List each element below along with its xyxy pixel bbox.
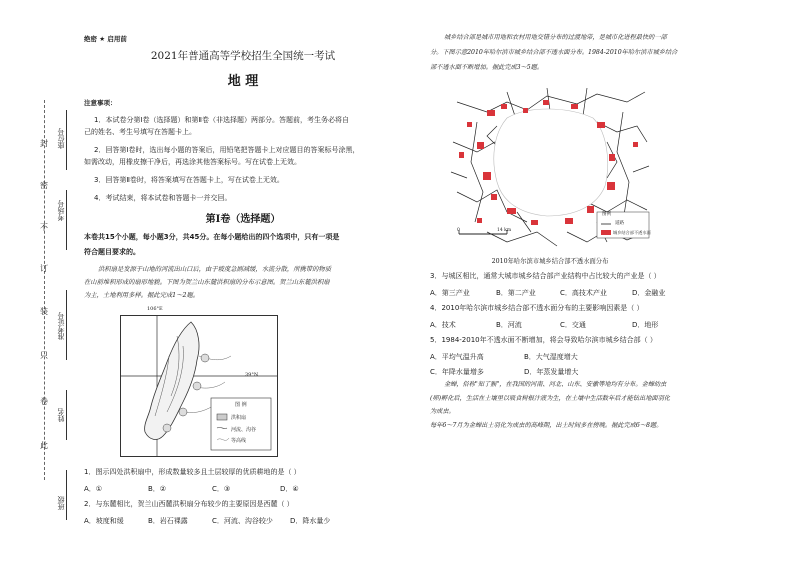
- option-b: B．岩石裸露: [148, 517, 188, 525]
- option-c: C．年降水量增多: [430, 368, 484, 376]
- binding-line: [44, 100, 45, 480]
- harbin-map: [447, 82, 652, 254]
- option-d: D．降水量少: [290, 517, 331, 525]
- secret-label: 绝密 ★ 启用前: [84, 35, 127, 43]
- question-stem: 2．与东麓相比，贺兰山西麓洪积扇分布较少的主要原因是西麓（ ）: [84, 500, 294, 508]
- option-a: A．技术: [430, 321, 456, 329]
- note-line: 如需改动，用橡皮擦干净后，再选涂其他答案标号。写在试卷上无效。: [84, 158, 301, 166]
- exam-room-field: 考场号: [57, 200, 65, 221]
- latitude-label: 39°N: [245, 372, 259, 378]
- passage-line: (卵)孵化后，生活在土壤里以吸食树根汁液为生，在土壤中生活数年后才能钻出地面羽化: [430, 394, 670, 402]
- section-intro: 符合题目要求的。: [84, 248, 140, 256]
- map-legend-title: 图 例: [235, 402, 247, 408]
- passage-line: 为成虫。: [430, 408, 455, 415]
- alluvial-fan-map-drawing: [121, 316, 277, 456]
- passage-line: 部不透水面不断增加。据此完成3～5题。: [430, 64, 544, 71]
- notes-title: 注意事项：: [84, 99, 117, 107]
- passage-cicada: [430, 378, 775, 432]
- exam-title: 2021年普通高等学校招生全国统一考试: [150, 50, 336, 62]
- map-legend-item: 等高线: [231, 438, 247, 444]
- scale-14km: 14 km: [497, 228, 512, 233]
- note-line: 己的姓名、考生号填写在答题卡上。: [84, 128, 196, 136]
- passage-line: 洪积扇是发源于山地的河流出山口后，由于坡度急剧减缓，水流分散，所携带的物质: [98, 266, 331, 273]
- note-line: 4．考试结束，将本试卷和答题卡一并交回。: [94, 194, 232, 202]
- notes-body: [84, 114, 424, 204]
- binding-char: 此: [40, 441, 48, 450]
- map2-legend-road: 道路: [615, 221, 624, 226]
- map2-legend-title: 图例: [602, 212, 611, 217]
- field-blank-line: [66, 110, 67, 170]
- section-intro: 本卷共15个小题，每小题3分，共45分。在每小题给出的四个选项中，只有一项是: [84, 233, 340, 241]
- passage-line: 在山前堆积形成的扇形地貌。下图为贺兰山东麓洪积扇的分布示意图。贺兰山东麓洪积扇: [84, 279, 330, 286]
- option-c: C．③: [212, 485, 231, 493]
- field-blank-line: [66, 390, 67, 440]
- option-d: D．年蒸发量增大: [524, 368, 579, 376]
- option-c: C．高技术产业: [560, 289, 607, 297]
- field-blank-line: [66, 470, 67, 520]
- option-c: C．交通: [560, 321, 586, 329]
- passage-line: 每年6～7月为金蝉出土羽化为成虫的高峰期，出土时间多在傍晚。据此完成6～8题。: [430, 421, 663, 429]
- alluvial-fan-map: [120, 306, 278, 457]
- field-blank-line: [66, 290, 67, 360]
- admission-number-field: 准考证号: [57, 312, 65, 340]
- binding-char: 密: [40, 181, 48, 190]
- option-a: A．平均气温升高: [430, 353, 484, 361]
- question-stem: 1．图示四处洪积扇中，形成数量较多且土层较厚的优质耕地的是（ ）: [84, 468, 301, 476]
- passage-alluvial-fan: [84, 263, 429, 302]
- option-b: B．②: [148, 485, 167, 493]
- harbin-map-caption: 2010年哈尔滨市城乡结合部不透水面分布: [491, 258, 609, 265]
- binding-char: 装: [40, 307, 48, 316]
- binding-char: 卷: [40, 397, 48, 406]
- passage-line: 为主，土地利用多样。据此完成1～2题。: [84, 292, 200, 299]
- field-blank-line: [66, 190, 67, 250]
- passage-line: 金蝉，俗称"知了猴"，在我国的河南、河北、山东、安徽等地均有分布。金蝉幼虫: [444, 381, 667, 388]
- note-line: 2．回答第Ⅰ卷时，选出每小题的答案后，用铅笔把答题卡上对应题目的答案标号涂黑，: [94, 146, 360, 154]
- option-d: D．金融业: [632, 289, 666, 297]
- name-field: 姓名: [57, 408, 65, 422]
- scale-zero: 0: [457, 228, 460, 233]
- option-b: B．河流: [496, 321, 522, 329]
- map2-legend-impervious: 城乡结合部不透水面: [613, 230, 651, 235]
- passage-line: 城乡结合部是城市用地和农村用地交错分布的过渡地带，是城市化进程最快的一部: [444, 34, 667, 41]
- longitude-label: 106°E: [147, 306, 163, 312]
- option-b: B．大气湿度增大: [524, 353, 578, 361]
- option-c: C．河流、沟谷较少: [212, 517, 273, 525]
- seat-number-field: 座位号: [57, 128, 65, 149]
- note-line: 1．本试卷分第Ⅰ卷（选择题）和第Ⅱ卷（非选择题）两部分。答题前，考生务必将自: [94, 116, 349, 124]
- option-d: D．④: [280, 485, 299, 493]
- class-field: 班级: [57, 496, 65, 510]
- question-stem: 5．1984-2010年不透水面不断增加，将会导致哈尔滨市城乡结合部（ ）: [430, 336, 657, 344]
- binding-char: 封: [40, 139, 48, 148]
- section-title: 第Ⅰ卷（选择题）: [205, 214, 281, 225]
- map-legend-item: 河流、沟谷: [231, 427, 257, 433]
- option-a: A．①: [84, 485, 103, 493]
- option-a: A．第三产业: [430, 289, 470, 297]
- option-a: A．坡度和缓: [84, 517, 124, 525]
- question-stem: 4．2010年哈尔滨市城乡结合部不透水面分布的主要影响因素是（ ）: [430, 304, 644, 312]
- binding-char: 不: [40, 223, 48, 232]
- option-b: B．第二产业: [496, 289, 536, 297]
- passage-line: 分。下图示意2010年哈尔滨市城乡结合部不透水面分布。1984-2010年哈尔滨市城乡结合: [430, 49, 678, 56]
- option-d: D．地形: [632, 321, 659, 329]
- map-legend-item: 洪积扇: [231, 415, 247, 421]
- note-line: 3．回答第Ⅱ卷时，将答案填写在答题卡上，写在试卷上无效。: [94, 176, 284, 184]
- subject-title: 地 理: [227, 74, 259, 89]
- question-stem: 3．与城区相比，通常大城市城乡结合部产业结构中占比较大的产业是（ ）: [430, 272, 661, 280]
- binding-char: 只: [40, 351, 48, 360]
- passage-urban-fringe: [430, 30, 775, 75]
- binding-char: 订: [40, 264, 48, 273]
